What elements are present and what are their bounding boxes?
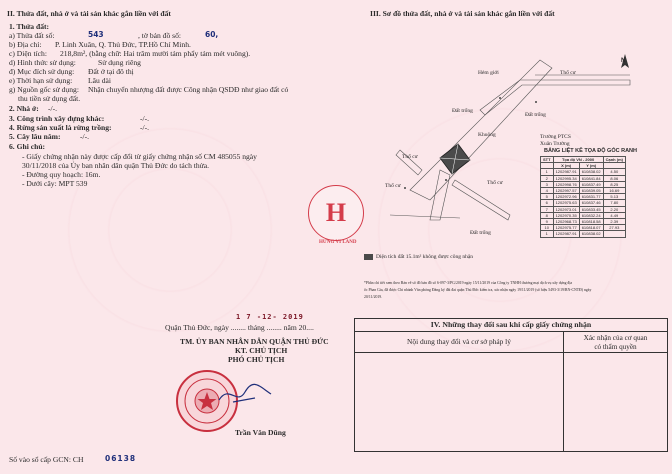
changes-col-confirm-line2: có thẩm quyền (594, 342, 637, 351)
coord-cell: 6 (541, 200, 554, 206)
coord-cell: 1202973.01 (553, 206, 579, 212)
coord-cell: 610838.02 (579, 231, 603, 237)
coord-cell: 1202995.34 (553, 175, 579, 181)
area-not-recognized-note: Diện tích đất 15.1m² không được công nhận (376, 254, 474, 260)
footnote-1: *Phần chỉ tiết xem theo Bản vẽ số đồ bản đồ số 6-097-3/PG/2019 ngày 15/11/2019 của Công ty TNHH thương mại dịch vụ xây dựng địa (364, 281, 573, 285)
coord-table-title: BẢNG LIỆT KÊ TỌA ĐỘ GÓC RANH (544, 148, 637, 154)
issue-date-stamp: 1 7 -12- 2019 (236, 313, 304, 321)
map-label-road-f: Thổ cư (487, 180, 503, 186)
changes-col-confirm (564, 332, 667, 352)
map-label-road-d: Thổ cư (385, 183, 401, 189)
coord-cell: 4.50 (603, 169, 625, 175)
signer-name: Trần Văn Dũng (235, 428, 286, 437)
section-title-iii: III. Sơ đồ thửa đất, nhà ở và tài sản khác gắn liền với đất (370, 9, 555, 18)
coord-cell: 1202968.73 (553, 219, 579, 225)
note-2: 30/11/2018 của Ủy ban nhân dân quận Thủ Đức do tách thửa. (22, 161, 210, 170)
coord-cell: 1 (541, 169, 554, 175)
coord-cell (603, 231, 625, 237)
coord-cell: 5.13 (603, 194, 625, 200)
cert-number-value: 06138 (105, 454, 137, 463)
purpose-value: Đất ở tại đô thị (88, 67, 134, 76)
changes-col-content: Nội dung thay đổi và cơ sở pháp lý (355, 332, 564, 352)
coord-subheader-y: Y (m) (579, 163, 603, 169)
term-value: Lâu dài (88, 76, 111, 85)
changes-body-content-cell (355, 353, 564, 451)
forest-label: 4. Rừng sản xuất là rừng trồng: (9, 123, 112, 132)
changes-table (354, 318, 668, 452)
notes-label: 6. Ghi chú: (9, 142, 46, 151)
coord-cell: 610818.07 (579, 225, 603, 231)
cert-number-label: Số vào sổ cấp GCN: CH (9, 455, 84, 464)
coord-cell: 9 (541, 219, 554, 225)
map-label-corner: Thổ cư (560, 70, 576, 76)
coord-cell: 610837.49 (579, 181, 603, 187)
perennial-value: -/-. (80, 132, 90, 141)
land-label: 1. Thửa đất: (9, 22, 50, 31)
coord-cell: 2 (541, 175, 554, 181)
north-label: N (621, 58, 626, 64)
map-label-road-h: Đất trống (470, 230, 491, 236)
signature (215, 380, 275, 408)
coord-cell: 1202987.91 (553, 169, 579, 175)
address-value: P. Linh Xuân, Q. Thủ Đức, TP.Hồ Chí Minh. (55, 40, 191, 49)
footnote-2: ốc Phan Gia, đã được Chi nhánh Văn phòng Đăng ký đất đai quận Thủ Đức kiểm tra, xác nhận ngày 19/11/2019 (số hiệu 5493-3/19/BN-CNTĐ) ngày (364, 288, 592, 292)
term-label: e) Thời hạn sử dụng: (9, 76, 73, 85)
origin-value-2: thu tiền sử dụng đất. (18, 94, 81, 103)
map-label-school: Trường PTCS Xuân Trường (540, 134, 571, 147)
coord-cell: 27.93 (603, 225, 625, 231)
origin-label: g) Nguồn gốc sử dụng: (9, 85, 79, 94)
forest-value: -/-. (140, 123, 150, 132)
coord-cell: 8.25 (603, 181, 625, 187)
coord-cell: 1202987.91 (553, 231, 579, 237)
coord-cell: 4.49 (603, 212, 625, 218)
map-label-khuong: Khuông (478, 132, 496, 138)
coord-header-edge: Cạnh (m) (603, 157, 625, 163)
section-title-ii: II. Thửa đất, nhà ở và tài sản khác gắn liền với đất (7, 9, 171, 18)
coord-header-vn2000: Tọa độ VN - 2000 (553, 157, 603, 163)
note-3: - Đường quy hoạch: 16m. (22, 170, 101, 179)
coord-cell: 610839.05 (579, 188, 603, 194)
coord-table-wrap (540, 156, 626, 238)
coord-cell: 2.39 (603, 219, 625, 225)
area-label: c) Diện tích: (9, 49, 47, 58)
usage-form-value: Sử dụng riêng (98, 58, 141, 67)
coord-subheader-x: X (m) (553, 163, 579, 169)
coord-cell: 7.80 (603, 200, 625, 206)
coord-cell: 1202970.35 (553, 212, 579, 218)
watermark-logo (308, 185, 364, 241)
purpose-label: đ) Mục đích sử dụng: (9, 67, 75, 76)
map-sheet-value: 60, (205, 30, 219, 39)
coord-header-stt: STT (541, 157, 554, 163)
coord-cell: 4 (541, 188, 554, 194)
coord-cell: 3 (541, 181, 554, 187)
changes-column-header (355, 332, 667, 353)
issuer-line-2: KT. CHỦ TỊCH (235, 346, 288, 355)
coord-cell: 610838.02 (579, 169, 603, 175)
coord-cell: 610833.45 (579, 206, 603, 212)
coord-cell: 1202998.76 (553, 181, 579, 187)
coord-cell: 1202997.57 (553, 188, 579, 194)
legend-swatch (364, 254, 373, 260)
changes-title: IV. Những thay đổi sau khi cấp giấy chứng nhận (355, 319, 667, 332)
coord-cell: 8.06 (603, 175, 625, 181)
watermark-text: HƯNG VI LAND (319, 240, 357, 245)
map-label-road-a: Hẻm giới (478, 70, 499, 76)
coord-cell: 16.69 (603, 188, 625, 194)
map-label-road-e: Thổ cư (402, 154, 418, 160)
coord-cell: 610837.46 (579, 200, 603, 206)
date-line: Quận Thủ Đức, ngày ........ tháng ........ năm 20.... (165, 323, 314, 332)
coord-table-row (541, 231, 626, 237)
area-value: 218,8m², (bằng chữ: Hai trăm mười tám phẩy tám mét vuông). (60, 49, 251, 58)
origin-value-1: Nhận chuyển nhượng đất được Công nhận QSDĐ như giao đất có (88, 85, 289, 94)
coord-cell: 2.20 (603, 206, 625, 212)
construction-value: -/-. (140, 114, 150, 123)
parcel-no-value: 543 (88, 30, 104, 39)
map-sheet-label: , tờ bản đồ số: (138, 31, 182, 40)
parcel-no-label: a) Thửa đất số: (9, 31, 55, 40)
footnote-3: 20/11/2019. (364, 295, 383, 299)
coord-cell: 1 (541, 231, 554, 237)
changes-body (355, 353, 667, 451)
coord-cell: 1202972.96 (553, 194, 579, 200)
note-1: - Giấy chứng nhận này được cấp đổi từ giấy chứng nhận số CM 485055 ngày (22, 152, 257, 161)
coord-cell: 610831.77 (579, 194, 603, 200)
usage-form-label: d) Hình thức sử dụng: (9, 58, 76, 67)
perennial-label: 5. Cây lâu năm: (9, 132, 61, 141)
note-4: - Dưới cây: MPT 539 (22, 179, 88, 188)
coord-cell: 610832.24 (579, 212, 603, 218)
map-label-road-b: Đất trống (452, 108, 473, 114)
coord-cell: 7 (541, 206, 554, 212)
coord-cell: 5 (541, 194, 554, 200)
house-value: -/-. (48, 104, 58, 113)
coord-cell: 1202975.63 (553, 200, 579, 206)
changes-col-confirm-line1: Xác nhận của cơ quan (583, 334, 648, 342)
map-label-road-c: Đất trống (525, 112, 546, 118)
coord-cell: 610818.58 (579, 219, 603, 225)
coord-cell: 10 (541, 225, 554, 231)
address-label: b) Địa chỉ: (9, 40, 42, 49)
issuer-line-1: TM. ỦY BAN NHÂN DÂN QUẬN THỦ ĐỨC (180, 337, 329, 346)
coord-cell: 610841.84 (579, 175, 603, 181)
construction-label: 3. Công trình xây dựng khác: (9, 114, 105, 123)
svg-text:H: H (325, 198, 347, 227)
coord-cell: 1202975.77 (553, 225, 579, 231)
house-label: 2. Nhà ở: (9, 104, 39, 113)
issuer-line-3: PHÓ CHỦ TỊCH (228, 355, 285, 364)
coord-table (540, 156, 626, 238)
coord-cell: 8 (541, 212, 554, 218)
